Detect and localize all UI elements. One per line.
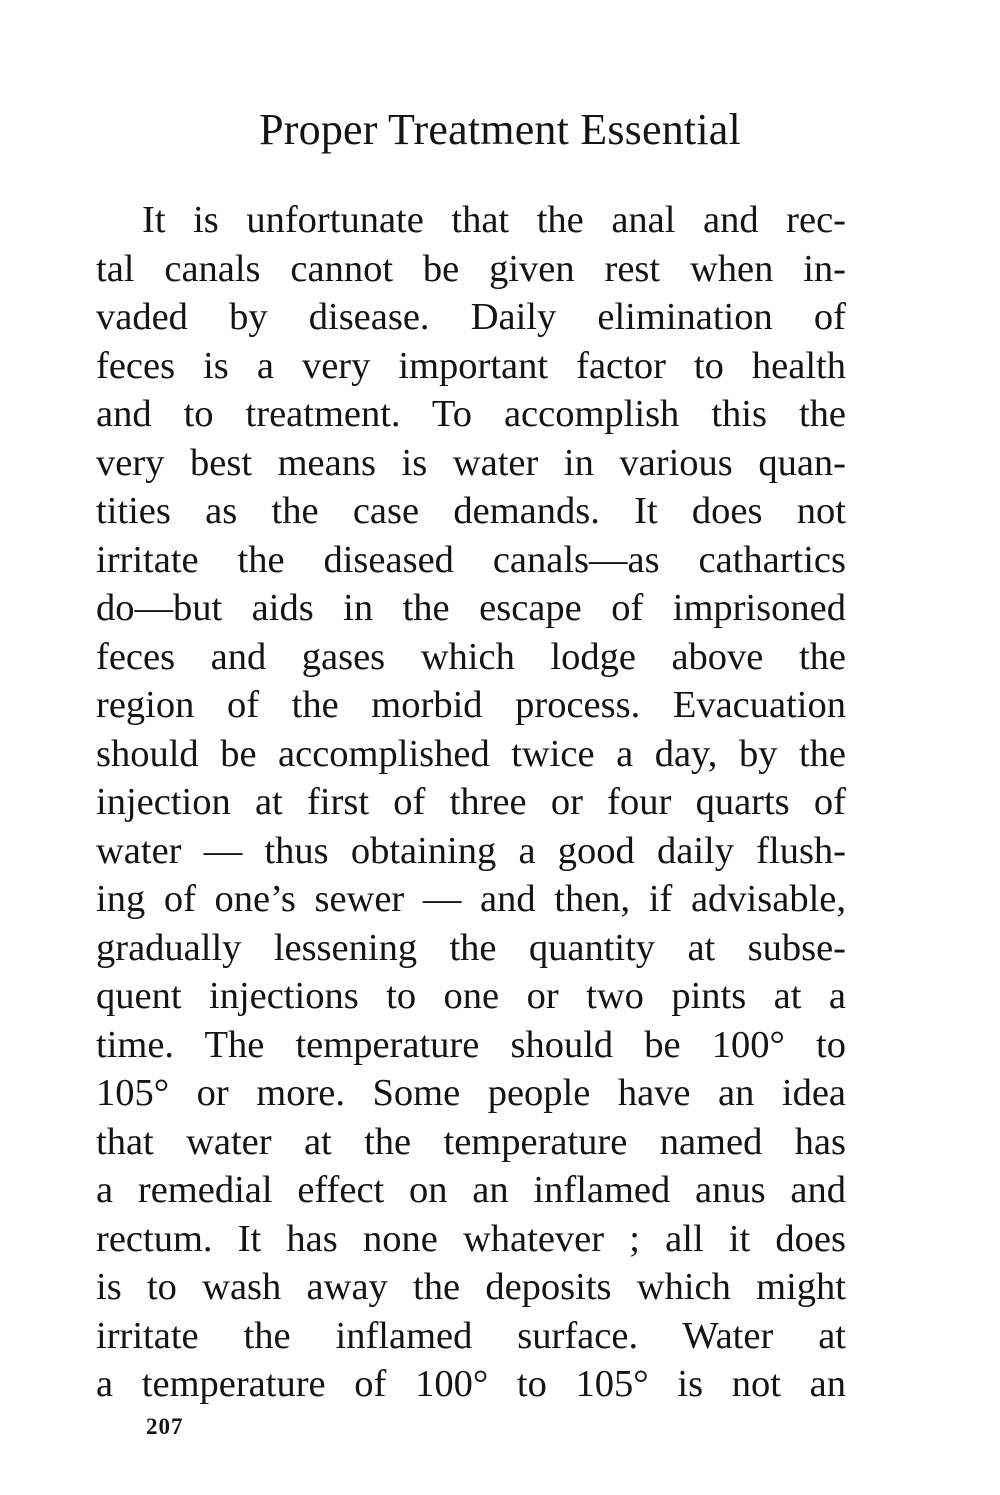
text-line: tities as the case demands. It does not	[96, 490, 846, 532]
text-line: feces is a very important factor to health	[96, 344, 846, 387]
text-line: gradually lessening the quantity at subse-	[96, 926, 846, 969]
text-line: rectum. It has none whatever ; all it does	[96, 1217, 846, 1260]
text-line: and to treatment. To accomplish this the	[96, 393, 846, 435]
text-line: do—but aids in the escape of imprisoned	[96, 587, 846, 629]
text-line: is to wash away the deposits which might	[96, 1266, 846, 1308]
text-line: feces and gases which lodge above the	[96, 635, 846, 678]
text-line: 105° or more. Some people have an idea	[96, 1072, 846, 1114]
body-paragraph	[96, 196, 846, 1409]
text-line: tal canals cannot be given rest when in-	[96, 247, 846, 290]
text-line: a temperature of 100° to 105° is not an	[96, 1363, 846, 1405]
text-line: a remedial effect on an inflamed anus and	[96, 1169, 846, 1211]
text-line: that water at the temperature named has	[96, 1120, 846, 1163]
page-heading: Proper Treatment Essential	[259, 105, 741, 154]
text-line: irritate the diseased canals—as cathartics	[96, 538, 846, 581]
text-line: should be accomplished twice a day, by the	[96, 732, 846, 775]
text-line: ing of one’s sewer — and then, if advisable,	[96, 878, 846, 920]
text-line: irritate the inflamed surface. Water at	[96, 1314, 846, 1357]
text-line: region of the morbid process. Evacuation	[96, 684, 846, 726]
text-line: vaded by disease. Daily elimination of	[96, 296, 846, 338]
text-line: water — thus obtaining a good daily flush-	[96, 829, 846, 872]
text-line: injection at first of three or four quarts of	[96, 781, 846, 823]
page-number: 207	[146, 1414, 184, 1439]
text-line: quent injections to one or two pints at a	[96, 975, 846, 1017]
text-line: very best means is water in various quan-	[96, 441, 846, 484]
text-line: time. The temperature should be 100° to	[96, 1023, 846, 1066]
text-line: It is unfortunate that the anal and rec-	[142, 199, 846, 241]
